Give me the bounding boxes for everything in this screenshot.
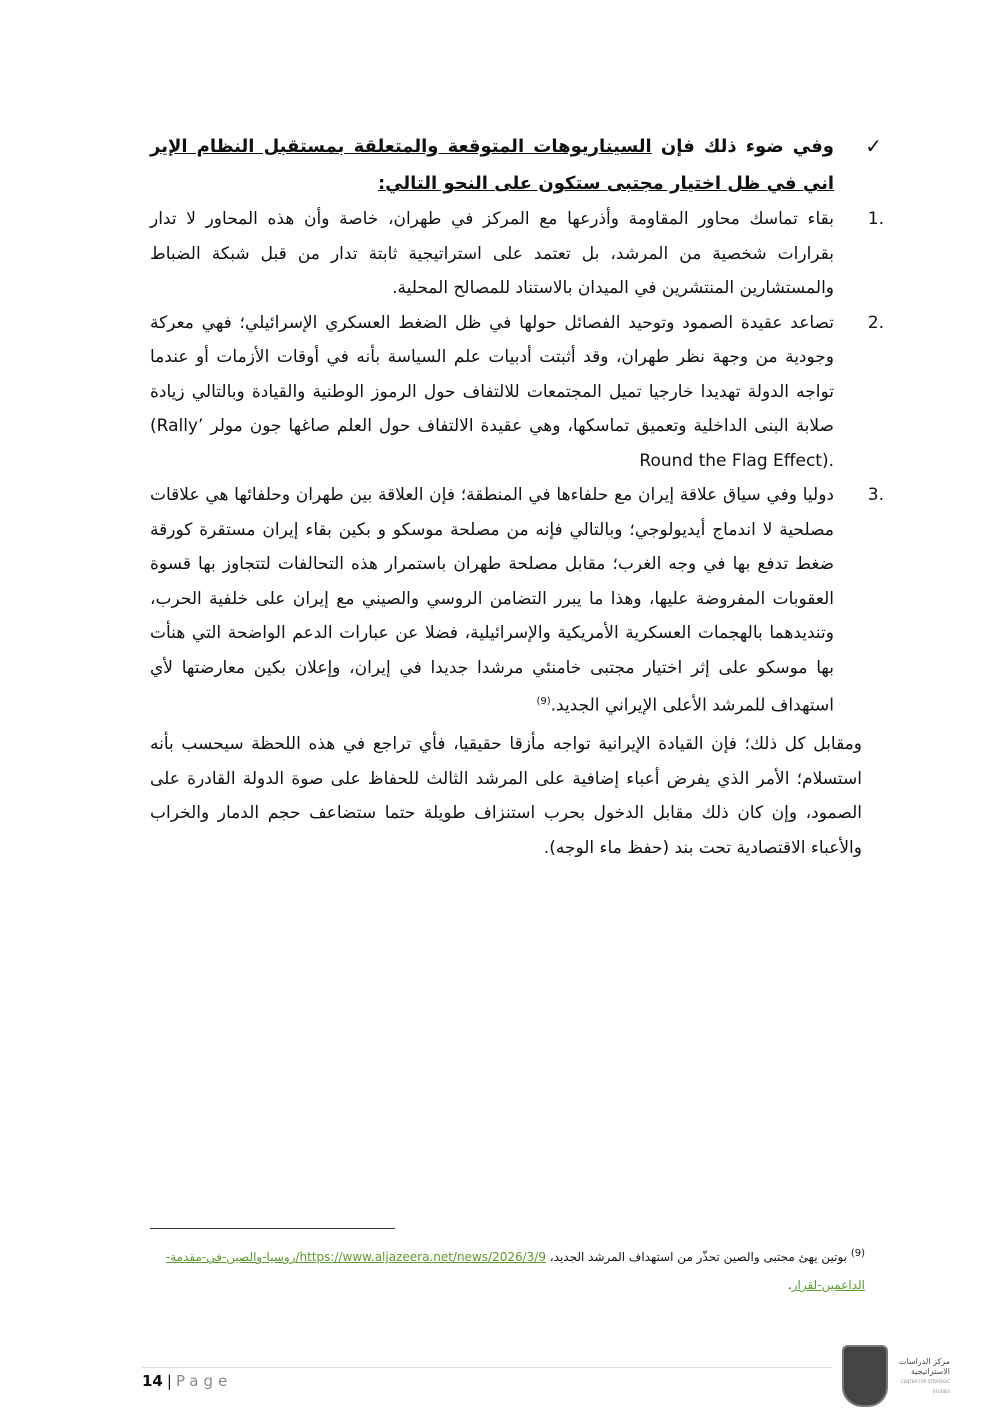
footnote-number: (9)	[850, 1248, 865, 1259]
english-term: (Rally’ Round the Flag Effect).	[150, 416, 834, 471]
shield-logo-icon	[842, 1345, 888, 1407]
page-number-value: 14	[142, 1372, 163, 1390]
list-item-text: تصاعد عقيدة الصمود وتوحيد الفصائل حولها في ظل الضغط العسكري الإسرائيلي؛ فهي معركة وجودية من وجهة نظر طهران، وقد أثبتت أدبيات علم السياسة بأنه في أوقات الأزمات أو عندما تواجه الدولة تهديدا خارجيا تميل المجتمعات للالتفاف حول الرموز الوطنية والقيادة وبالتالي زيادة صلابة البنى الداخلية وتعميق تماسكها، وهي عقيدة الالتفاف حول العلم صاغها جون مولر	[150, 312, 834, 436]
intro-underlined-heading: السيناريوهات المتوقعة والمتعلقة بمستقبل النظام الإير اني في ظل اختيار مجتبى ستكون على النحو التالي:	[150, 136, 834, 194]
center-logo	[840, 1345, 950, 1407]
list-item	[150, 478, 884, 723]
page-number	[142, 1372, 232, 1390]
footnote-reference[interactable]: (9)	[536, 696, 551, 707]
list-item-text: دوليا وفي سياق علاقة إيران مع حلفاءها في المنطقة؛ فإن العلاقة بين طهران وحلفائها هي علاقات مصلحية لا اندماج أيديولوجي؛ وبالتالي فإنه من مصلحة موسكو و بكين بقاء إيران مستقرة كورقة ضغط تدفع بها في وجه الغرب؛ مقابل مصلحة طهران باستمرار هذه التحالفات لتتجاوز بها قسوة العقوبات المفروضة عليها، وهذا ما يبرر التضامن الروسي والصيني مع إيران على خلفية الحرب، وتنديدهما بالهجمات العسكرية الأمريكية والإسرائيلية، فضلا عن عبارات الدعم الواضحة التي هنأت بها موسكو على إثر اختيار مجتبى خامنئي مرشدا جديدا في إيران، وإعلان بكين معارضتها لأي استهداف للمرشد الأعلى الإيراني الجديد.	[150, 485, 834, 716]
list-number: 1.	[867, 209, 884, 229]
conclusion-paragraph: ومقابل كل ذلك؛ فإن القيادة الإيرانية تواجه مأزقا حقيقيا، فأي تراجع في هذه اللحظة سيحسب بأنه استسلام؛ الأمر الذي يفرض أعباء إضافية على المرشد الثالث للحفاظ على صوة الدولة القادرة على الصمود، وإن كان ذلك مقابل الدخول بحرب استنزاف طويلة حتما ستضاعف حجم الدمار والخراب والأعباء الاقتصادية تحت بند (حفظ ماء الوجه).	[150, 734, 862, 858]
logo-title-line1: مركز الدراسات	[898, 1357, 950, 1366]
footnote	[150, 1240, 865, 1299]
footer-divider	[142, 1367, 832, 1368]
logo-subtitle: CENTER FOR STRATEGIC STUDIES	[901, 1379, 950, 1394]
checkmark-icon: ✓	[865, 134, 882, 158]
footnote-trailing: .	[787, 1278, 792, 1292]
footnote-divider	[150, 1228, 395, 1229]
list-item-text: بقاء تماسك محاور المقاومة وأذرعها مع المركز في طهران، خاصة وأن هذه المحاور لا تدار بقرارات شخصية من المرشد، بل تعتمد على استراتيجية ثابتة تدار من قبل شبكة الضباط والمستشارين المنتشرين في الميدان بالاستناد للمصالح المحلية.	[150, 209, 834, 298]
list-number: 3.	[867, 485, 884, 505]
scenario-list	[150, 202, 884, 723]
list-number: 2.	[867, 312, 884, 333]
list-item	[150, 202, 884, 306]
footnote-text: بوتين يهئ مجتبى والصين تحذّر من استهداف المرشد الجديد،	[545, 1250, 851, 1264]
logo-text	[888, 1357, 950, 1397]
list-item	[150, 306, 884, 479]
page-separator: |	[166, 1372, 172, 1390]
page-label: Page	[175, 1372, 233, 1390]
intro-bullet	[150, 128, 882, 202]
main-content	[150, 128, 884, 882]
footnote-link[interactable]: https://www.aljazeera.net/news/2026/3/9/روسيا-والصين-في-مقدمة-الداعمين-لقرار	[165, 1250, 865, 1292]
logo-title-line2: الاستراتيجية	[910, 1367, 950, 1376]
intro-prefix: وفي ضوء ذلك فإن	[651, 136, 834, 157]
